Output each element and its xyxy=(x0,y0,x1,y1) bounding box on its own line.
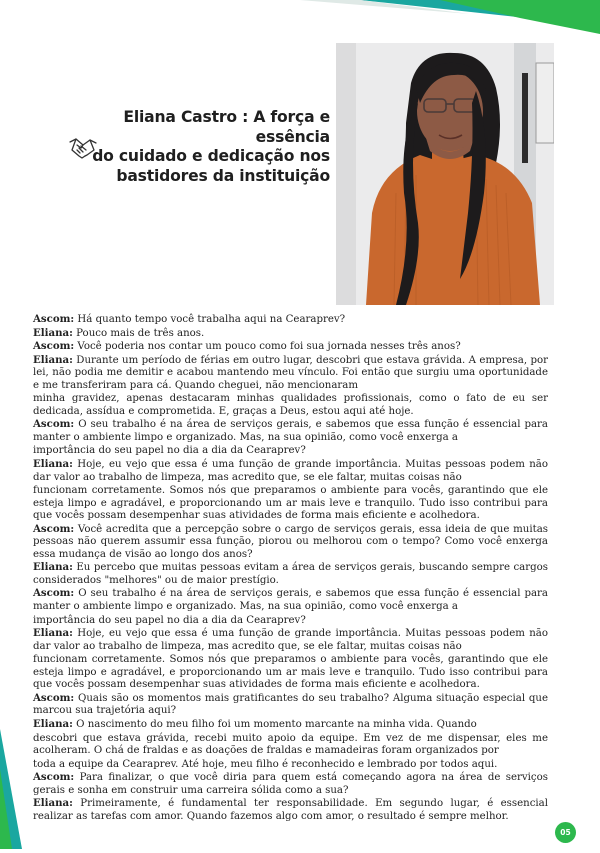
paragraph-text: O seu trabalho é na área de serviços gerais, e sabemos que essa função é essencial para manter o ambiente limpo e organizado. Mas, na sua opinião, como você enxerga a xyxy=(33,588,548,613)
interview-paragraph xyxy=(33,653,548,692)
page-number-badge: 05 xyxy=(555,822,576,843)
speaker-label: Eliana: xyxy=(33,561,73,574)
paragraph-text: Hoje, eu vejo que essa é uma função de grande importância. Muitas pessoas podem não dar valor ao trabalho de limpeza, mas acredito que, se ele faltar, muitas coisas não xyxy=(33,628,548,652)
speaker-label: Ascom: xyxy=(33,418,75,431)
interview-paragraph xyxy=(33,458,548,484)
paragraph-text: Você poderia nos contar um pouco como foi sua jornada nesses três anos? xyxy=(74,341,461,353)
paragraph-text: O seu trabalho é na área de serviços gerais, e sabemos que essa função é essencial para manter o ambiente limpo e organizado. Mas, na sua opinião, como você enxerga a xyxy=(33,419,548,443)
paragraph-text: toda a equipe da Cearaprev. Até hoje, meu filho é reconhecido e lembrado por todos aqui. xyxy=(33,758,498,770)
portrait-photo xyxy=(336,43,554,305)
paragraph-text: O nascimento do meu filho foi um momento marcante na minha vida. Quando xyxy=(72,718,477,730)
interview-paragraph xyxy=(33,313,548,327)
speaker-label: Eliana: xyxy=(33,627,73,640)
speaker-label: Ascom: xyxy=(33,313,75,325)
handshake-icon xyxy=(68,134,98,162)
speaker-label: Eliana: xyxy=(33,326,73,339)
interview-paragraph xyxy=(33,614,548,628)
article-title xyxy=(68,108,330,186)
speaker-label: Ascom: xyxy=(33,771,75,784)
title-line-1: Eliana Castro : A força e essência xyxy=(123,108,330,146)
paragraph-text: importância do seu papel no dia a dia da Cearaprev? xyxy=(33,445,306,457)
interview-body xyxy=(33,313,548,823)
speaker-label: Eliana: xyxy=(33,797,73,810)
interview-paragraph xyxy=(33,561,548,587)
speaker-label: Eliana: xyxy=(33,717,73,730)
paragraph-text: minha gravidez, apenas destacaram minhas qualidades profissionais, como o fato de eu ser dedicada, assídua e comprometida. E, graças a Deus, estou aqui até hoje. xyxy=(33,393,548,417)
interview-paragraph xyxy=(33,732,548,758)
interview-paragraph xyxy=(33,627,548,653)
interview-paragraph xyxy=(33,587,548,613)
paragraph-text: funcionam corretamente. Somos nós que preparamos o ambiente para vocês, garantindo que ele esteja limpo e agradável, e proporcionando um ar mais leve e tranquilo. Tudo isso contribui para que vocês possam desempenhar suas atividades de forma mais eficiente e acolhedora. xyxy=(33,654,548,691)
speaker-label: Ascom: xyxy=(33,691,75,704)
interview-paragraph xyxy=(33,444,548,458)
interview-paragraph xyxy=(33,771,548,797)
interview-paragraph xyxy=(33,718,548,732)
interview-paragraph xyxy=(33,523,548,562)
paragraph-text: Há quanto tempo você trabalha aqui na Cearaprev? xyxy=(74,314,346,325)
interview-paragraph xyxy=(33,692,548,718)
speaker-label: Ascom: xyxy=(33,522,75,535)
interview-paragraph xyxy=(33,484,548,523)
paragraph-text: Quais são os momentos mais gratificantes do seu trabalho? Alguma situação especial que marcou sua trajetória aqui? xyxy=(33,692,548,717)
interview-paragraph xyxy=(33,758,548,772)
title-line-3: bastidores da instituição xyxy=(116,166,330,185)
interview-paragraph xyxy=(33,392,548,418)
paragraph-text: descobri que estava grávida, recebi muito apoio da equipe. Em vez de me dispensar, eles me acolheram. O chá de fraldas e as doações de fraldas e mamadeiras foram organizados por xyxy=(33,732,548,757)
interview-paragraph xyxy=(33,797,548,823)
title-line-2: do cuidado e dedicação nos xyxy=(92,147,330,165)
speaker-label: Eliana: xyxy=(33,353,73,366)
speaker-label: Ascom: xyxy=(33,587,75,600)
paragraph-text: importância do seu papel no dia a dia da Cearaprev? xyxy=(33,614,306,626)
interview-paragraph xyxy=(33,327,548,341)
paragraph-text: Durante um período de férias em outro lugar, descobri que estava grávida. A empresa, por lei, não podia me demitir e acabou mantendo meu vínculo. Foi então que surgiu uma oportunidade e me transferiram para cá. Quando cheguei, não mencionaram xyxy=(33,354,548,391)
paragraph-text: Você acredita que a percepção sobre o cargo de serviços gerais, essa ideia de que muitas pessoas não querem assumir essa função, piorou ou melhorou com o tempo? Como você enxerga essa mudança de visão ao longo dos anos? xyxy=(33,523,548,560)
paragraph-text: Pouco mais de três anos. xyxy=(72,327,205,339)
paragraph-text: Hoje, eu vejo que essa é uma função de grande importância. Muitas pessoas podem não dar valor ao trabalho de limpeza, mas acredito que, se ele faltar, muitas coisas não xyxy=(33,459,548,483)
interview-paragraph xyxy=(33,418,548,444)
paragraph-text: Eu percebo que muitas pessoas evitam a área de serviços gerais, buscando sempre cargos considerados "melhores" ou de maior prestígio. xyxy=(33,562,548,586)
interview-paragraph xyxy=(33,340,548,354)
speaker-label: Eliana: xyxy=(33,458,73,471)
interview-paragraph xyxy=(33,354,548,393)
speaker-label: Ascom: xyxy=(33,340,75,353)
paragraph-text: funcionam corretamente. Somos nós que preparamos o ambiente para vocês, garantindo que ele esteja limpo e agradável, e proporcionando um ar mais leve e tranquilo. Tudo isso contribui para que vocês possam desempenhar suas atividades de forma mais eficiente e acolhedora. xyxy=(33,485,548,522)
paragraph-text: Primeiramente, é fundamental ter responsabilidade. Em segundo lugar, é essencial realizar as tarefas com amor. Quando fazemos algo com amor, o resultado é sempre melhor. xyxy=(33,798,548,822)
paragraph-text: Para finalizar, o que você diria para quem está começando agora na área de serviços gerais e sonha em construir uma carreira sólida como a sua? xyxy=(33,772,548,796)
